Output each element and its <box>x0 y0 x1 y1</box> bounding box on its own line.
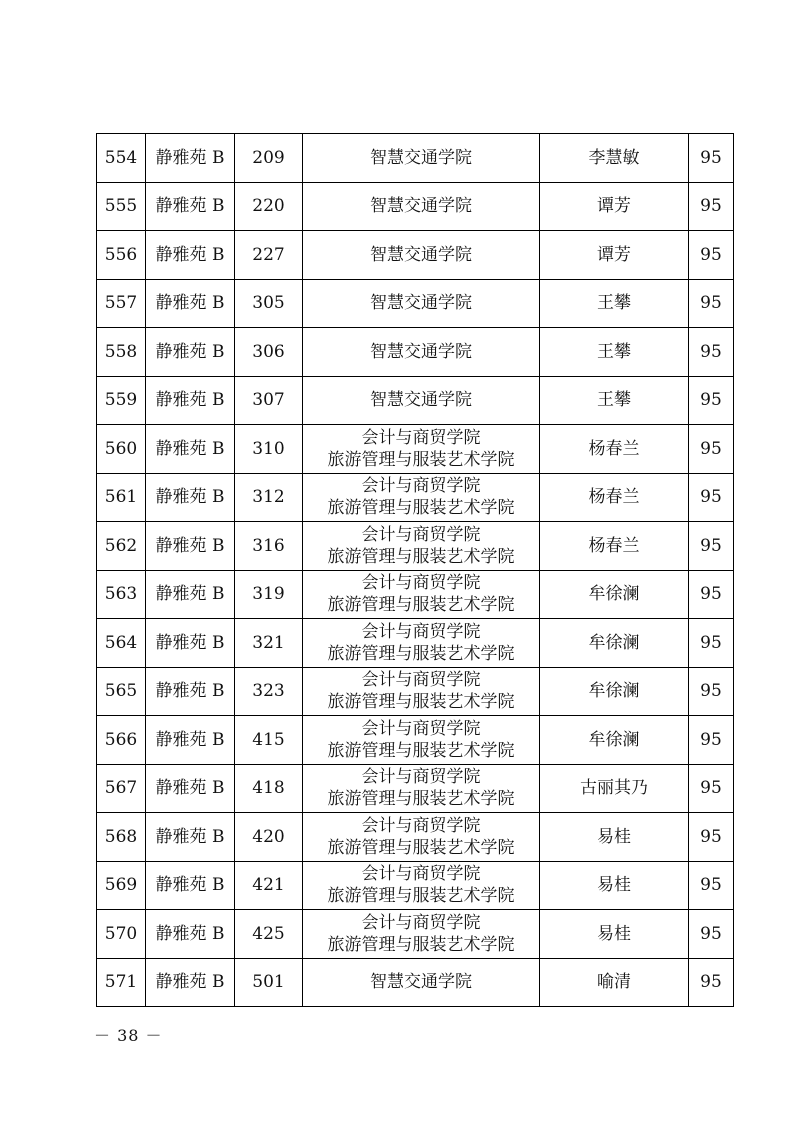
college-line: 旅游管理与服装艺术学院 <box>327 546 515 567</box>
building-cell: 静雅苑 B <box>146 764 235 813</box>
table-row <box>97 134 734 183</box>
row-number-cell: 556 <box>97 231 146 280</box>
college-cell <box>303 328 540 377</box>
room-cell: 306 <box>235 328 303 377</box>
college-line: 会计与商贸学院 <box>361 621 481 642</box>
row-number-cell: 559 <box>97 376 146 425</box>
building-cell: 静雅苑 B <box>146 328 235 377</box>
college-line: 智慧交通学院 <box>370 147 472 168</box>
college-line: 智慧交通学院 <box>370 196 472 217</box>
building-cell: 静雅苑 B <box>146 279 235 328</box>
table-row <box>97 667 734 716</box>
room-cell: 316 <box>235 522 303 571</box>
college-cell <box>303 522 540 571</box>
person-cell: 谭芳 <box>540 231 689 280</box>
room-cell: 319 <box>235 570 303 619</box>
room-cell: 227 <box>235 231 303 280</box>
table-row <box>97 328 734 377</box>
room-cell: 323 <box>235 667 303 716</box>
person-cell: 易桂 <box>540 813 689 862</box>
room-cell: 501 <box>235 958 303 1007</box>
college-line: 会计与商贸学院 <box>361 476 481 497</box>
person-cell: 李慧敏 <box>540 134 689 183</box>
building-cell: 静雅苑 B <box>146 570 235 619</box>
score-cell: 95 <box>689 619 734 668</box>
college-cell <box>303 813 540 862</box>
table-row <box>97 861 734 910</box>
person-cell: 王攀 <box>540 376 689 425</box>
building-cell: 静雅苑 B <box>146 910 235 959</box>
score-cell: 95 <box>689 764 734 813</box>
college-line: 旅游管理与服装艺术学院 <box>327 692 515 713</box>
building-cell: 静雅苑 B <box>146 425 235 474</box>
person-cell: 喻清 <box>540 958 689 1007</box>
table-row <box>97 473 734 522</box>
college-cell <box>303 958 540 1007</box>
row-number-cell: 561 <box>97 473 146 522</box>
college-cell <box>303 279 540 328</box>
row-number-cell: 558 <box>97 328 146 377</box>
college-line: 旅游管理与服装艺术学院 <box>327 934 515 955</box>
score-cell: 95 <box>689 716 734 765</box>
score-cell: 95 <box>689 958 734 1007</box>
score-cell: 95 <box>689 376 734 425</box>
row-number-cell: 565 <box>97 667 146 716</box>
score-cell: 95 <box>689 473 734 522</box>
person-cell: 牟徐澜 <box>540 619 689 668</box>
table-row <box>97 813 734 862</box>
score-cell: 95 <box>689 861 734 910</box>
score-cell: 95 <box>689 328 734 377</box>
table-row <box>97 910 734 959</box>
college-line: 会计与商贸学院 <box>361 912 481 933</box>
college-line: 智慧交通学院 <box>370 390 472 411</box>
building-cell: 静雅苑 B <box>146 231 235 280</box>
person-cell: 谭芳 <box>540 182 689 231</box>
college-line: 旅游管理与服装艺术学院 <box>327 449 515 470</box>
college-line: 会计与商贸学院 <box>361 718 481 739</box>
score-cell: 95 <box>689 910 734 959</box>
room-cell: 220 <box>235 182 303 231</box>
college-cell <box>303 764 540 813</box>
college-line: 智慧交通学院 <box>370 972 472 993</box>
college-cell <box>303 570 540 619</box>
building-cell: 静雅苑 B <box>146 182 235 231</box>
person-cell: 杨春兰 <box>540 522 689 571</box>
row-number-cell: 554 <box>97 134 146 183</box>
room-cell: 307 <box>235 376 303 425</box>
college-line: 会计与商贸学院 <box>361 670 481 691</box>
score-cell: 95 <box>689 522 734 571</box>
college-line: 旅游管理与服装艺术学院 <box>327 498 515 519</box>
row-number-cell: 560 <box>97 425 146 474</box>
room-cell: 321 <box>235 619 303 668</box>
row-number-cell: 562 <box>97 522 146 571</box>
room-cell: 421 <box>235 861 303 910</box>
college-line: 会计与商贸学院 <box>361 767 481 788</box>
table-row <box>97 376 734 425</box>
building-cell: 静雅苑 B <box>146 522 235 571</box>
score-cell: 95 <box>689 134 734 183</box>
room-cell: 418 <box>235 764 303 813</box>
row-number-cell: 566 <box>97 716 146 765</box>
score-cell: 95 <box>689 182 734 231</box>
table-row <box>97 279 734 328</box>
college-line: 旅游管理与服装艺术学院 <box>327 789 515 810</box>
college-line: 旅游管理与服装艺术学院 <box>327 837 515 858</box>
person-cell: 古丽其乃 <box>540 764 689 813</box>
score-cell: 95 <box>689 813 734 862</box>
college-line: 会计与商贸学院 <box>361 864 481 885</box>
person-cell: 牟徐澜 <box>540 667 689 716</box>
college-cell <box>303 182 540 231</box>
room-cell: 415 <box>235 716 303 765</box>
score-cell: 95 <box>689 279 734 328</box>
row-number-cell: 567 <box>97 764 146 813</box>
college-line: 智慧交通学院 <box>370 293 472 314</box>
person-cell: 王攀 <box>540 279 689 328</box>
room-cell: 310 <box>235 425 303 474</box>
person-cell: 王攀 <box>540 328 689 377</box>
score-cell: 95 <box>689 570 734 619</box>
score-cell: 95 <box>689 231 734 280</box>
person-cell: 易桂 <box>540 861 689 910</box>
room-cell: 312 <box>235 473 303 522</box>
dormitory-score-table <box>96 133 734 1007</box>
college-cell <box>303 376 540 425</box>
college-cell <box>303 716 540 765</box>
college-cell <box>303 667 540 716</box>
college-line: 旅游管理与服装艺术学院 <box>327 595 515 616</box>
room-cell: 305 <box>235 279 303 328</box>
building-cell: 静雅苑 B <box>146 619 235 668</box>
college-cell <box>303 619 540 668</box>
college-cell <box>303 231 540 280</box>
college-cell <box>303 861 540 910</box>
college-line: 智慧交通学院 <box>370 244 472 265</box>
person-cell: 牟徐澜 <box>540 716 689 765</box>
college-line: 旅游管理与服装艺术学院 <box>327 886 515 907</box>
college-line: 会计与商贸学院 <box>361 573 481 594</box>
building-cell: 静雅苑 B <box>146 716 235 765</box>
person-cell: 牟徐澜 <box>540 570 689 619</box>
row-number-cell: 557 <box>97 279 146 328</box>
table-row <box>97 570 734 619</box>
table-body <box>97 134 734 1007</box>
college-cell <box>303 134 540 183</box>
building-cell: 静雅苑 B <box>146 134 235 183</box>
college-line: 智慧交通学院 <box>370 341 472 362</box>
college-line: 会计与商贸学院 <box>361 815 481 836</box>
building-cell: 静雅苑 B <box>146 376 235 425</box>
table-row <box>97 182 734 231</box>
score-cell: 95 <box>689 667 734 716</box>
building-cell: 静雅苑 B <box>146 667 235 716</box>
college-cell <box>303 473 540 522</box>
room-cell: 425 <box>235 910 303 959</box>
college-cell <box>303 425 540 474</box>
room-cell: 420 <box>235 813 303 862</box>
college-line: 旅游管理与服装艺术学院 <box>327 643 515 664</box>
person-cell: 杨春兰 <box>540 425 689 474</box>
table-row <box>97 619 734 668</box>
college-line: 会计与商贸学院 <box>361 427 481 448</box>
building-cell: 静雅苑 B <box>146 473 235 522</box>
row-number-cell: 563 <box>97 570 146 619</box>
row-number-cell: 569 <box>97 861 146 910</box>
row-number-cell: 568 <box>97 813 146 862</box>
table-row <box>97 522 734 571</box>
person-cell: 易桂 <box>540 910 689 959</box>
row-number-cell: 564 <box>97 619 146 668</box>
building-cell: 静雅苑 B <box>146 958 235 1007</box>
person-cell: 杨春兰 <box>540 473 689 522</box>
college-line: 旅游管理与服装艺术学院 <box>327 740 515 761</box>
table-row <box>97 958 734 1007</box>
college-line: 会计与商贸学院 <box>361 524 481 545</box>
page-number: － 38 － <box>94 1026 163 1045</box>
college-cell <box>303 910 540 959</box>
table-row <box>97 716 734 765</box>
row-number-cell: 571 <box>97 958 146 1007</box>
room-cell: 209 <box>235 134 303 183</box>
table-row <box>97 231 734 280</box>
score-cell: 95 <box>689 425 734 474</box>
table-row <box>97 425 734 474</box>
table-row <box>97 764 734 813</box>
row-number-cell: 555 <box>97 182 146 231</box>
building-cell: 静雅苑 B <box>146 813 235 862</box>
row-number-cell: 570 <box>97 910 146 959</box>
building-cell: 静雅苑 B <box>146 861 235 910</box>
